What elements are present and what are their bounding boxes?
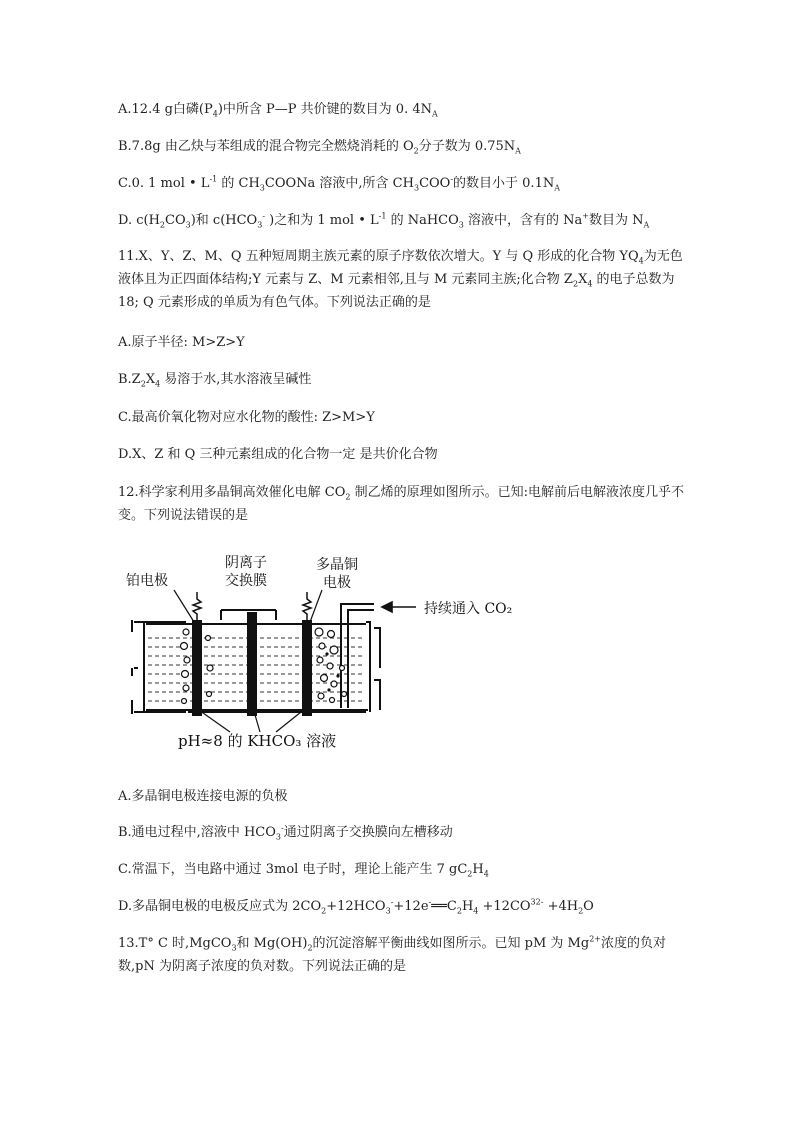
solution-label: pH≈8 的 KHCO₃ 溶液 <box>178 732 337 750</box>
q11-stem: 11.X、Y、Z、M、Q 五种短周期主族元素的原子序数依次增大。Y 与 Q 形成的化合物 $YQ_4$为无色液体且为正四面体结构;Y 元素与 Z、M 元素相邻,且与 M 元素同主族;化合物 $Z_2X_4$ 的电子总数为 18; Q 元素形成的单质为有色气体。下列说法正确的是 <box>118 249 683 310</box>
q10-option-d: D. $c(H_2CO_3)$和 $c(HCO_3^-$ )之和为 1 mol • $L^{-1}$ 的 NaHCO$_3$ 溶液中，含有的 Na+数目为 $N_A$ <box>118 211 650 230</box>
q11-option-b: $B.Z_2X_4$ 易溶于水,其水溶液呈碱性 <box>118 372 312 389</box>
q12-option-a: A.多晶铜电极连接电源的负极 <box>118 789 288 804</box>
membrane-label-2: 交换膜 <box>225 573 267 589</box>
cu-electrode-label-2: 电极 <box>323 575 351 591</box>
membrane-label-1: 阴离子 <box>225 555 267 571</box>
q13-stem: 13.T° C 时,MgCO$_3$和 $Mg(OH)_2$的沉淀溶解平衡曲线如图所示。已知 pM 为 $Mg^{2+}$浓度的负对数,pN 为阴离子浓度的负对数。下列说法正确的是 <box>118 934 667 974</box>
electrolysis-diagram <box>126 550 566 760</box>
q12-option-b: B.通电过程中,溶液中 $HCO_3^-$通过阴离子交换膜向左槽移动 <box>118 823 453 842</box>
q12-stem: 12.科学家利用多晶铜高效催化电解 $CO_2$ 制乙烯的原理如图所示。已知:电解前后电解液浓度几乎不变。下列说法错误的是 <box>118 485 685 523</box>
q10-option-a: A.12.4 g白磷$(P_4)$中所含 P—P 共价键的数目为 0. $4N_A$ <box>118 102 438 119</box>
q12-option-d: D.多晶铜电极的电极反应式为 $2CO_2+12HCO_3^-+12e^-══C_2H_4 +12CO^{32-} +4H_2O$ <box>118 897 594 916</box>
q10-option-b: B.7.8g 由乙炔与苯组成的混合物完全燃烧消耗的 $O_2$分子数为 $0.75N_A$ <box>118 139 521 156</box>
q10-option-c: C.0. 1 mol • $L^{-1}$ 的 $CH_3COONa$ 溶液中,所含 $CH_3COO^-$的数目小于 $0.1N_A$ <box>118 174 560 193</box>
co2-inlet-label: 持续通入 CO₂ <box>424 601 513 617</box>
q11-option-d: D.X、Z 和 Q 三种元素组成的化合物一定 是共价化合物 <box>118 447 438 462</box>
q11-option-c: C.最高价氧化物对应水化物的酸性: Z>M>Y <box>118 410 375 425</box>
pt-electrode-label: 铂电极 <box>126 573 168 589</box>
q11-option-a: A.原子半径: M>Z>Y <box>118 335 245 350</box>
cu-electrode-label-1: 多晶铜 <box>316 557 358 573</box>
q12-option-c: C.常温下，当电路中通过 3mol 电子时，理论上能产生 7 $gC_2H_4$ <box>118 862 489 879</box>
